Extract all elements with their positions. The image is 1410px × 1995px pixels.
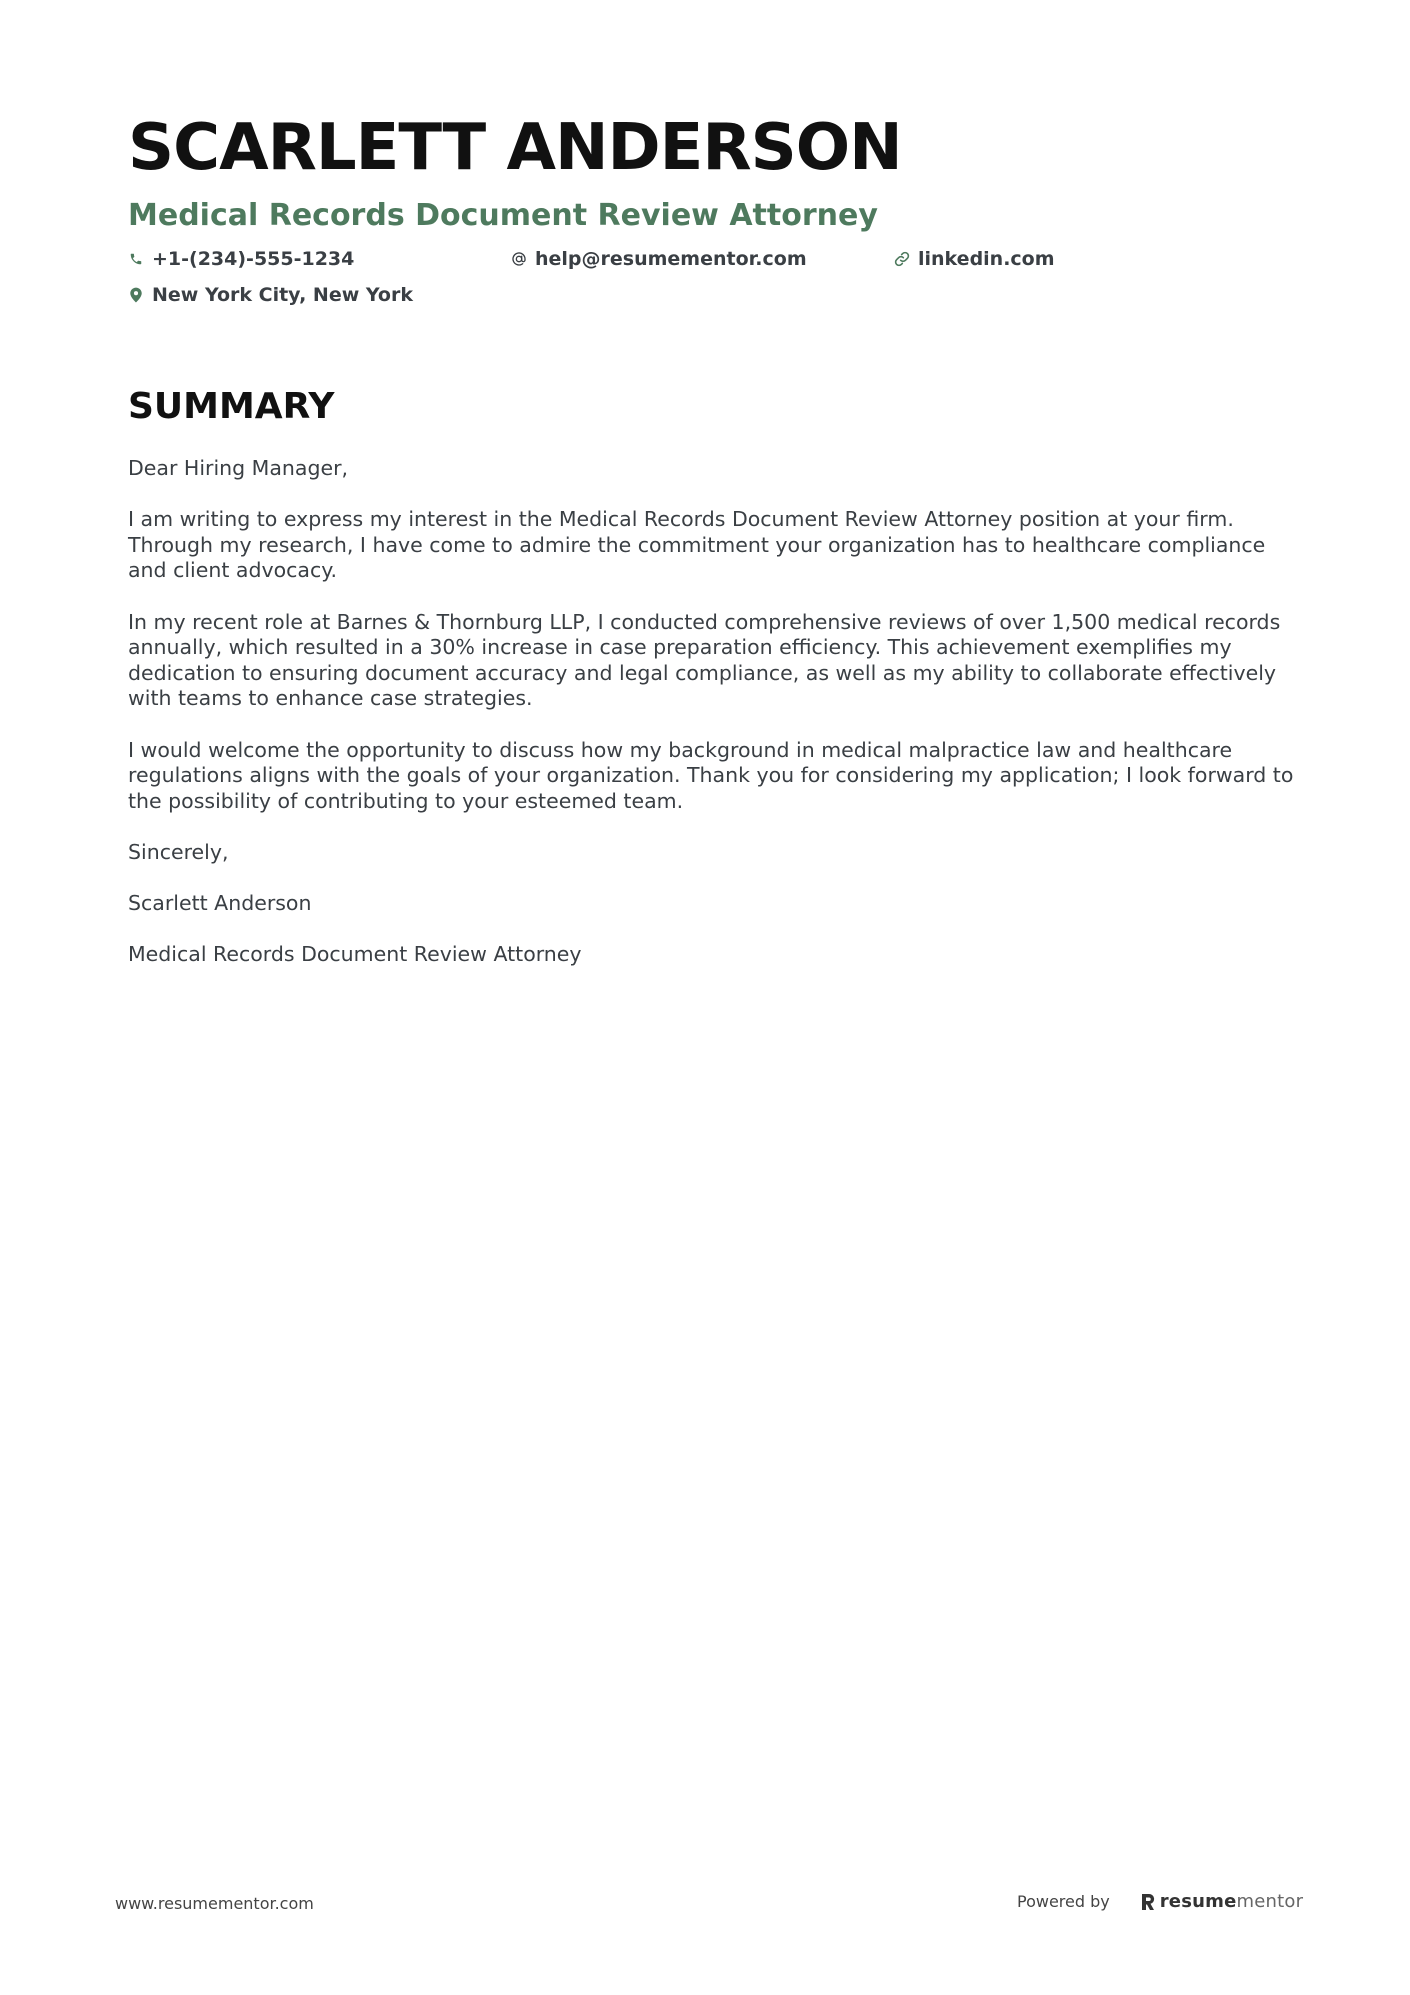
brand-name	[1160, 1891, 1303, 1912]
phone-icon	[128, 251, 144, 267]
powered-by-text: Powered by	[1017, 1892, 1110, 1911]
closing: Sincerely,	[128, 839, 229, 864]
map-pin-icon	[128, 287, 144, 303]
contact-linkedin[interactable]	[894, 248, 1055, 270]
candidate-name: SCARLETT ANDERSON	[128, 111, 902, 185]
footer-url[interactable]: www.resumementor.com	[115, 1894, 314, 1913]
letter-paragraph: I am writing to express my interest in the Medical Records Document Review Attorney position at your firm. Through my research, I have come to admire the commitment your organization has to healthcare compliance and client advocacy.	[128, 507, 1266, 583]
summary-heading: SUMMARY	[128, 386, 335, 427]
contact-email[interactable]	[511, 248, 807, 270]
contact-phone	[128, 248, 354, 270]
resumementor-logo-icon	[1140, 1892, 1156, 1912]
linkedin-text: linkedin.com	[918, 248, 1055, 270]
salutation: Dear Hiring Manager,	[128, 456, 349, 480]
letter-paragraph: In my recent role at Barnes & Thornburg LLP, I conducted comprehensive reviews of over 1,500 medical records annually, which resulted in a 30% increase in case preparation efficiency. This achievement exemplifies my dedication to ensuring document accuracy and legal compliance, as well as my ability to collaborate effectively with teams to enhance case strategies.	[128, 609, 1281, 711]
phone-text: +1-(234)-555-1234	[152, 248, 355, 270]
link-icon	[894, 251, 910, 267]
contact-info	[128, 248, 1288, 324]
at-icon	[511, 251, 527, 267]
brand-logo[interactable]	[1140, 1891, 1303, 1912]
letter-paragraph: I would welcome the opportunity to discuss how my background in medical malpractice law and healthcare regulations aligns with the goals of your organization. Thank you for considering my application; I look forward to the possibility of contributing to your esteemed team.	[128, 737, 1294, 813]
footer-powered-by	[1017, 1891, 1303, 1912]
brand-name-light: mentor	[1236, 1891, 1304, 1912]
brand-name-bold: resume	[1159, 1891, 1237, 1912]
letter-body	[128, 456, 1298, 993]
email-text: help@resumementor.com	[535, 248, 807, 270]
location-text: New York City, New York	[152, 284, 413, 306]
header	[128, 108, 1288, 324]
job-title: Medical Records Document Review Attorney	[128, 198, 878, 233]
signature-name: Scarlett Anderson	[128, 891, 312, 916]
contact-location	[128, 284, 413, 306]
signature-title: Medical Records Document Review Attorney	[128, 942, 582, 967]
